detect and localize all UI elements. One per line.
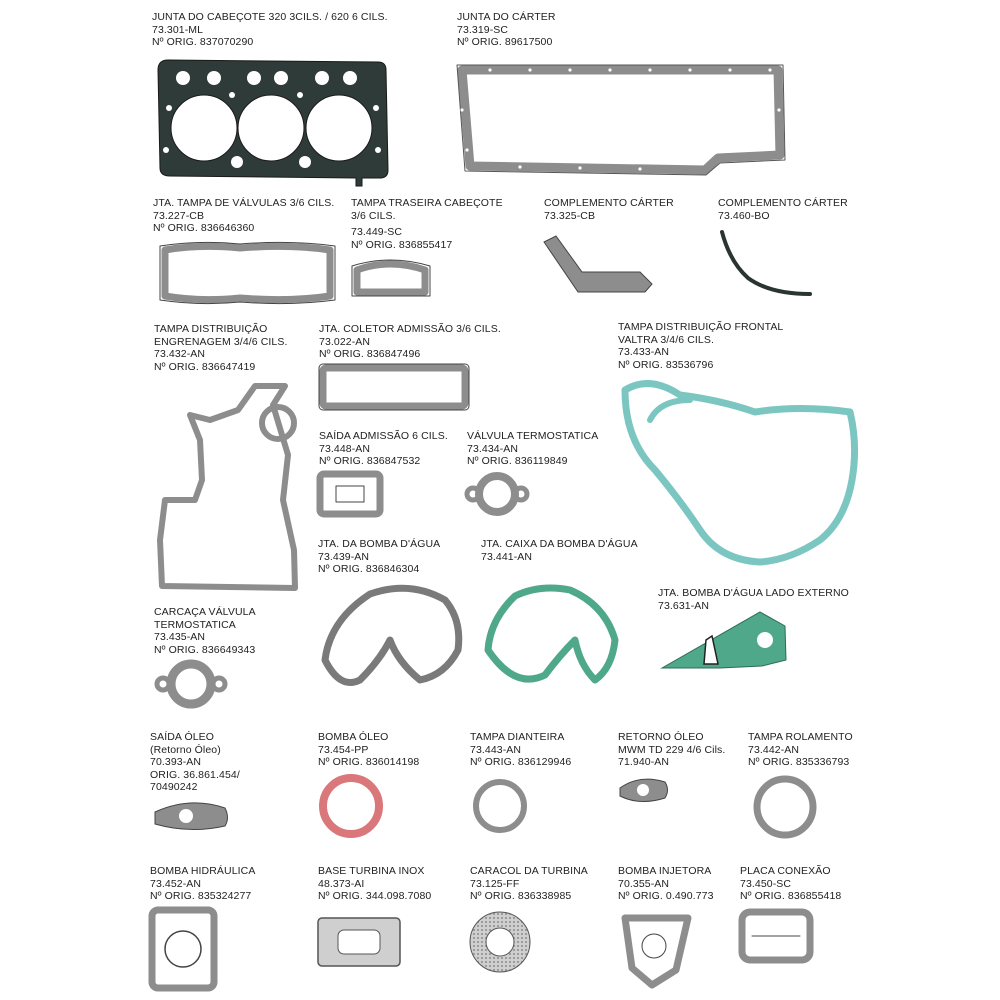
label-bomba-injetora: BOMBA INJETORA 70.355-AN Nº ORIG. 0.490.773 [618, 865, 714, 903]
label-tampa-valvulas: JTA. TAMPA DE VÁLVULAS 3/6 CILS. 73.227-CB Nº ORIG. 836646360 [153, 197, 335, 235]
label-coletor: JTA. COLETOR ADMISSÃO 3/6 CILS. 73.022-AN Nº ORIG. 836847496 [319, 323, 501, 361]
label-caracol: CARACOL DA TURBINA 73.125-FF Nº ORIG. 836338985 [470, 865, 588, 903]
rear-head-cover-gasket [352, 260, 430, 296]
valve-cover-gasket [160, 242, 335, 303]
label-saida-admissao: SAÍDA ADMISSÃO 6 CILS. 73.448-AN Nº ORIG. 836847532 [319, 430, 448, 468]
label-cab: JUNTA DO CABEÇOTE 320 3CILS. / 620 6 CILS. 73.301-ML Nº ORIG. 837070290 [152, 11, 388, 49]
label-bomba-oleo: BOMBA ÓLEO 73.454-PP Nº ORIG. 836014198 [318, 731, 420, 769]
label-tampa-traseira: TAMPA TRASEIRA CABEÇOTE 3/6 CILS. 73.449-SC Nº ORIG. 836855417 [351, 197, 503, 251]
oil-pan-gasket [457, 65, 785, 175]
label-complemento-1: COMPLEMENTO CÁRTER 73.325-CB [544, 197, 674, 222]
label-carcaca: CARCAÇA VÁLVULA TERMOSTATICA 73.435-AN Nº ORIG. 836649343 [154, 606, 256, 656]
timing-cover-gasket [160, 386, 295, 588]
thermostat-valve-gasket [467, 476, 527, 512]
turbo-base-gasket [318, 918, 400, 966]
label-bomba-agua: JTA. DA BOMBA D'ÁGUA 73.439-AN Nº ORIG. 836846304 [318, 538, 441, 576]
label-tampa-rolamento: TAMPA ROLAMENTO 73.442-AN Nº ORIG. 835336793 [748, 731, 853, 769]
label-carter: JUNTA DO CÁRTER 73.319-SC Nº ORIG. 89617500 [457, 11, 556, 49]
oil-pump-gasket [323, 778, 379, 834]
intake-outlet-gasket [320, 474, 380, 514]
oil-pan-complement-gasket-2 [722, 232, 810, 294]
intake-manifold-gasket [319, 364, 469, 410]
label-tampa-dianteira: TAMPA DIANTEIRA 73.443-AN Nº ORIG. 836129946 [470, 731, 572, 769]
hydraulic-pump-gasket [152, 910, 214, 988]
injection-pump-gasket [625, 918, 688, 985]
bearing-cover-gasket [757, 779, 813, 835]
label-base-turbina: BASE TURBINA INOX 48.373-AI Nº ORIG. 344.098.7080 [318, 865, 432, 903]
label-bomba-externo: JTA. BOMBA D'ÁGUA LADO EXTERNO 73.631-AN [658, 587, 849, 612]
connection-plate-gasket [742, 912, 810, 960]
label-distribuicao-frontal: TAMPA DISTRIBUIÇÃO FRONTAL VALTRA 3/4/6 CILS. 73.433-AN Nº ORIG. 83536796 [618, 321, 784, 371]
oil-return-gasket [620, 779, 668, 801]
water-pump-housing-gasket [488, 588, 615, 680]
oil-outlet-gasket [155, 803, 228, 830]
label-tampa-distribuicao: TAMPA DISTRIBUIÇÃO ENGRENAGEM 3/4/6 CILS. 73.432-AN Nº ORIG. 836647419 [154, 323, 288, 373]
water-pump-gasket [325, 588, 459, 682]
label-bomba-hidraulica: BOMBA HIDRÁULICA 73.452-AN Nº ORIG. 835324277 [150, 865, 256, 903]
label-saida-oleo: SAÍDA ÓLEO (Retorno Óleo) 70.393-AN ORIG. 36.861.454/ 70490242 [150, 731, 240, 794]
label-complemento-2: COMPLEMENTO CÁRTER 73.460-BO [718, 197, 848, 222]
label-valvula-termostatica: VÁLVULA TERMOSTATICA 73.434-AN Nº ORIG. 836119849 [467, 430, 599, 468]
front-timing-cover-gasket [625, 384, 855, 562]
label-retorno-oleo: RETORNO ÓLEO MWM TD 229 4/6 Cils. 71.940-AN [618, 731, 726, 769]
thermostat-housing-gasket [157, 664, 225, 704]
cylinder-head-gasket [158, 60, 388, 186]
water-pump-external-gasket [662, 612, 786, 668]
front-cover-gasket [476, 782, 524, 830]
label-caixa-bomba: JTA. CAIXA DA BOMBA D'ÁGUA 73.441-AN [481, 538, 638, 563]
turbine-scroll-gasket [470, 912, 530, 972]
label-placa-conexao: PLACA CONEXÃO 73.450-SC Nº ORIG. 836855418 [740, 865, 842, 903]
oil-pan-complement-gasket-1 [544, 236, 652, 292]
